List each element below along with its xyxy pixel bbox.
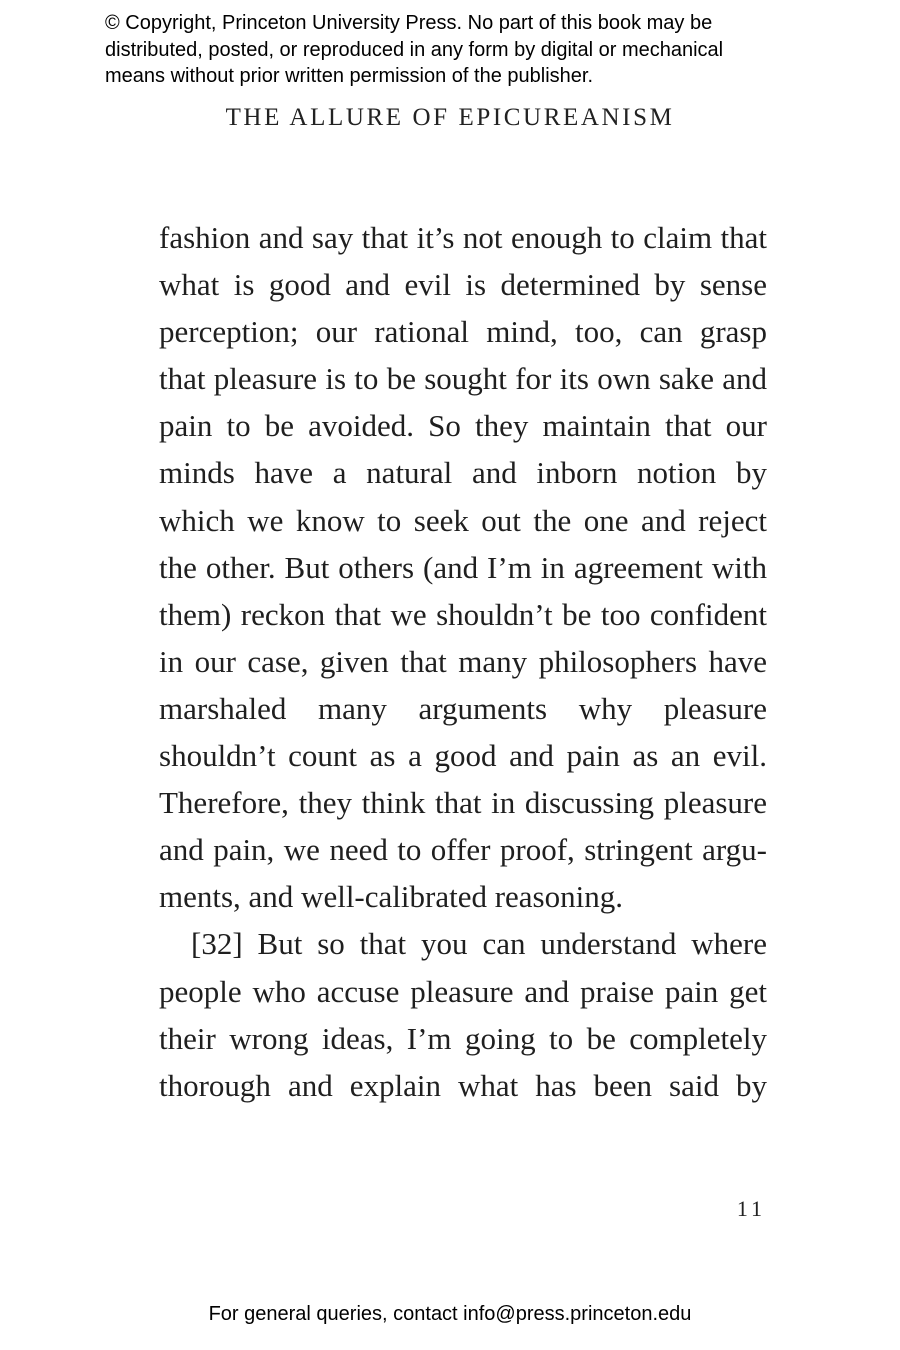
text-line: thorough and explain what has been said by [159,1067,767,1103]
page-number: 11 [736,1196,766,1221]
text-line: and pain, we need to offer proof, stringent argu- [159,832,767,868]
text-line: Therefore, they think that in discussing pleasure [159,785,767,821]
text-line: them) reckon that we shouldn’t be too confident [159,596,767,632]
text-line: their wrong ideas, I’m going to be completely [159,1020,767,1056]
text-line: which we know to seek out the one and reject [159,502,767,538]
text-line: that pleasure is to be sought for its own sake and [159,361,767,397]
footer-contact: For general queries, contact info@press.princeton.edu [208,1303,692,1325]
text-line: marshaled many arguments why pleasure [159,690,767,726]
copyright-line: means without prior written permission of the publisher. [105,65,594,87]
copyright-notice [105,10,805,90]
text-line: what is good and evil is determined by sense [159,267,767,303]
body-text [159,214,767,1109]
text-line: minds have a natural and inborn notion by [159,455,767,491]
text-line: the other. But others (and I’m in agreement with [159,549,767,585]
copyright-line: © Copyright, Princeton University Press. No part of this book may be [105,12,713,34]
text-line: perception; our rational mind, too, can grasp [159,314,767,350]
text-line: people who accuse pleasure and praise pain get [159,973,767,1009]
text-line: pain to be avoided. So they maintain that our [159,408,767,444]
text-line: shouldn’t count as a good and pain as an evil. [159,738,767,774]
running-head: THE ALLURE OF EPICUREANISM [225,104,675,131]
text-line: fashion and say that it’s not enough to claim that [159,220,767,255]
text-line-paragraph-start: [32] But so that you can understand where [191,926,767,962]
copyright-line: distributed, posted, or reproduced in any form by digital or mechanical [105,38,724,61]
text-line: in our case, given that many philosophers have [159,643,767,679]
text-line-paragraph-end: ments, and well-calibrated reasoning. [159,879,623,915]
